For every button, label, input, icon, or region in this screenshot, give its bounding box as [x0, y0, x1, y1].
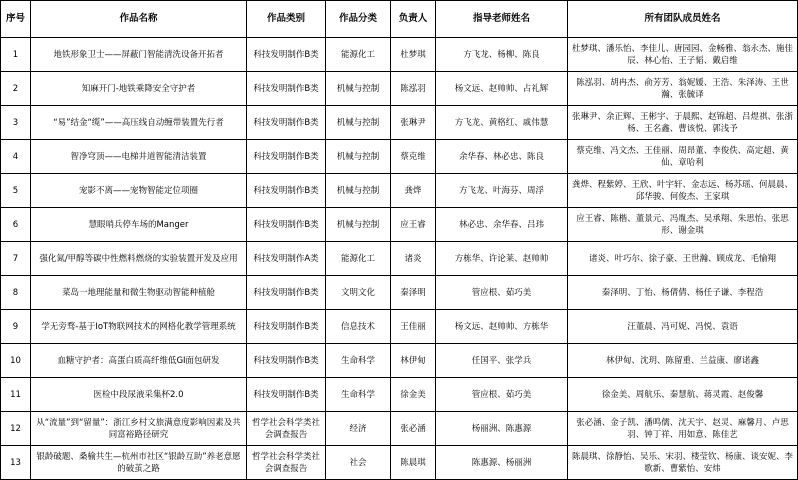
- cell-leader: 张琳尹: [391, 106, 436, 140]
- cell-members: 徐金美、周航乐、秦慧航、蒋灵霞、赵俊馨: [568, 378, 798, 412]
- cell-category: 科技发明制作B类: [247, 38, 326, 72]
- cell-leader: 陈晨琪: [391, 446, 436, 480]
- cell-leader: 蔡克维: [391, 140, 436, 174]
- cell-leader: 徐金美: [391, 378, 436, 412]
- cell-advisors: 陈惠源、杨丽洲: [436, 446, 568, 480]
- table-row: [1, 242, 798, 276]
- cell-members: 诸炎、叶巧尔、徐子豪、王世瀚、顾成龙、毛愉翔: [568, 242, 798, 276]
- table-row: [1, 208, 798, 242]
- cell-category: 科技发明制作B类: [247, 276, 326, 310]
- cell-index: 10: [1, 344, 31, 378]
- cell-title: 血糖守护者：高蛋白质高纤维低GI面包研发: [31, 344, 247, 378]
- cell-members: 陈泓羽、胡冉杰、俞芳芳、翁妮媛、王浩、朱泽涛、王世瀚、张毓译: [568, 72, 798, 106]
- cell-leader: 陈泓羽: [391, 72, 436, 106]
- cell-title: 医检中段尿液采集杯2.0: [31, 378, 247, 412]
- cell-advisors: 方飞龙、叶海芬、周浮: [436, 174, 568, 208]
- cell-classification: 机械与控制: [326, 208, 391, 242]
- cell-category: 科技发明制作A类: [247, 242, 326, 276]
- cell-advisors: 杨丽洲、陈惠源: [436, 412, 568, 446]
- cell-classification: 机械与控制: [326, 106, 391, 140]
- cell-leader: 杜梦琪: [391, 38, 436, 72]
- cell-advisors: 杨文远、赵帅帅、占礼辉: [436, 72, 568, 106]
- cell-members: 张必涵、金子凯、潘鸣儒、沈天宇、赵灵、麻馨月、卢思羽、钟丁祥、用如意、陈佳艺: [568, 412, 798, 446]
- header-title: 作品名称: [31, 1, 247, 38]
- cell-index: 4: [1, 140, 31, 174]
- cell-leader: 秦泽明: [391, 276, 436, 310]
- cell-category: 科技发明制作B类: [247, 378, 326, 412]
- cell-members: 龚烨、程紫婷、王欣、叶宇轩、金志远、杨苏瑶、何晨晨、邱华骏、何俊杰、王家琪: [568, 174, 798, 208]
- cell-category: 科技发明制作B类: [247, 208, 326, 242]
- cell-advisors: 林必忠、余华春、吕玮: [436, 208, 568, 242]
- cell-title: 智净穹顶——电梯井道智能清洁装置: [31, 140, 247, 174]
- table-row: [1, 446, 798, 480]
- cell-advisors: 方飞龙、杨柳、陈良: [436, 38, 568, 72]
- cell-classification: 文明文化: [326, 276, 391, 310]
- header-leader: 负责人: [391, 1, 436, 38]
- cell-index: 2: [1, 72, 31, 106]
- cell-members: 陈晨琪、徐静怡、吴乐、宋羽、楼莹钦、杨康、谈安妮、李歌新、曹紫怡、安炜: [568, 446, 798, 480]
- cell-title: 慧眼哨兵停车场的Manger: [31, 208, 247, 242]
- cell-advisors: 任国平、张学兵: [436, 344, 568, 378]
- header-classification: 作品分类: [326, 1, 391, 38]
- cell-classification: 能源化工: [326, 38, 391, 72]
- cell-title: 强化氮/甲醇等碳中性燃料燃烧的实验装置开发及应用: [31, 242, 247, 276]
- cell-members: 杜梦琪、潘乐怡、李佳儿、唐园园、金畅雅、翁永杰、施佳辰、林心怡、王子韬、戴启维: [568, 38, 798, 72]
- table-row: [1, 344, 798, 378]
- cell-index: 3: [1, 106, 31, 140]
- cell-classification: 机械与控制: [326, 140, 391, 174]
- cell-index: 11: [1, 378, 31, 412]
- table-row: [1, 310, 798, 344]
- table-body: [1, 38, 798, 480]
- cell-category: 科技发明制作B类: [247, 140, 326, 174]
- cell-classification: 生命科学: [326, 344, 391, 378]
- cell-advisors: 管应根、茹巧美: [436, 276, 568, 310]
- header-members: 所有团队成员姓名: [568, 1, 798, 38]
- table-row: [1, 174, 798, 208]
- header-category: 作品类别: [247, 1, 326, 38]
- header-index: 序号: [1, 1, 31, 38]
- header-row: [1, 1, 798, 38]
- cell-title: 宠影不离——宠物智能定位项圈: [31, 174, 247, 208]
- cell-classification: 信息技术: [326, 310, 391, 344]
- cell-leader: 应王睿: [391, 208, 436, 242]
- cell-advisors: 方栋华、许论莱、赵帅帅: [436, 242, 568, 276]
- cell-index: 12: [1, 412, 31, 446]
- table-row: [1, 140, 798, 174]
- cell-category: 科技发明制作B类: [247, 174, 326, 208]
- cell-classification: 社会: [326, 446, 391, 480]
- cell-members: 蔡克维、冯文杰、王佳丽、周昂董、李俊佚、高定超、黄仙、章哈利: [568, 140, 798, 174]
- cell-index: 8: [1, 276, 31, 310]
- cell-index: 1: [1, 38, 31, 72]
- cell-leader: 林伊甸: [391, 344, 436, 378]
- cell-title: 学无旁骛-基于IoT物联网技术的网格化教学管理系统: [31, 310, 247, 344]
- cell-category: 哲学社会科学类社会调查报告: [247, 446, 326, 480]
- header-advisors: 指导老师姓名: [436, 1, 568, 38]
- cell-title: 菜岛一地理能量和微生物驱动智能种植舱: [31, 276, 247, 310]
- table-row: [1, 72, 798, 106]
- cell-index: 13: [1, 446, 31, 480]
- cell-advisors: 管应根、茹巧美: [436, 378, 568, 412]
- cell-members: 张琳尹、余正辉、王彬宇、于晨熙、赵锦超、吕煜祺、张浙杨、王名鑫、曹该悦、郭浅予: [568, 106, 798, 140]
- cell-category: 科技发明制作B类: [247, 310, 326, 344]
- cell-members: 应王睿、陈楷、董景元、冯胤杰、吴承翔、朱思怡、张思形、谢金琪: [568, 208, 798, 242]
- cell-advisors: 余华春、林必忠、陈良: [436, 140, 568, 174]
- cell-title: “易”结金“缆”——高压线自动缠带装置先行者: [31, 106, 247, 140]
- cell-category: 科技发明制作B类: [247, 106, 326, 140]
- cell-category: 哲学社会科学类社会调查报告: [247, 412, 326, 446]
- cell-members: 林伊甸、沈玥、陈留重、兰益康、廖诺鑫: [568, 344, 798, 378]
- cell-title: 地铁形象卫士——屏蔽门智能清洗设备开拓者: [31, 38, 247, 72]
- cell-members: 秦泽明、丁怡、杨倩倩、杨任子谦、李程浩: [568, 276, 798, 310]
- cell-advisors: 方飞龙、黄格红、戚伟慧: [436, 106, 568, 140]
- cell-category: 科技发明制作B类: [247, 72, 326, 106]
- cell-title: 知麻开门-地铁乘降安全守护者: [31, 72, 247, 106]
- cell-leader: 龚烨: [391, 174, 436, 208]
- table-row: [1, 378, 798, 412]
- cell-leader: 诸炎: [391, 242, 436, 276]
- cell-index: 9: [1, 310, 31, 344]
- cell-advisors: 杨文远、赵帅帅、方栋华: [436, 310, 568, 344]
- cell-leader: 张必涵: [391, 412, 436, 446]
- cell-classification: 经济: [326, 412, 391, 446]
- cell-index: 6: [1, 208, 31, 242]
- cell-index: 5: [1, 174, 31, 208]
- table-row: [1, 106, 798, 140]
- cell-classification: 生命科学: [326, 378, 391, 412]
- cell-classification: 能源化工: [326, 242, 391, 276]
- table-row: [1, 412, 798, 446]
- cell-classification: 机械与控制: [326, 174, 391, 208]
- cell-category: 科技发明制作B类: [247, 344, 326, 378]
- cell-members: 汪董晨、冯可妮、冯悦、袁语: [568, 310, 798, 344]
- table-row: [1, 276, 798, 310]
- cell-index: 7: [1, 242, 31, 276]
- table-row: [1, 38, 798, 72]
- cell-title: 从“流量”到“留量”：浙江乡村文旅满意度影响因素及共同富裕路径研究: [31, 412, 247, 446]
- cell-classification: 机械与控制: [326, 72, 391, 106]
- cell-title: 银龄破题、桑榆共生—杭州市社区“银龄互助”养老意愿的破茧之路: [31, 446, 247, 480]
- cell-leader: 王佳丽: [391, 310, 436, 344]
